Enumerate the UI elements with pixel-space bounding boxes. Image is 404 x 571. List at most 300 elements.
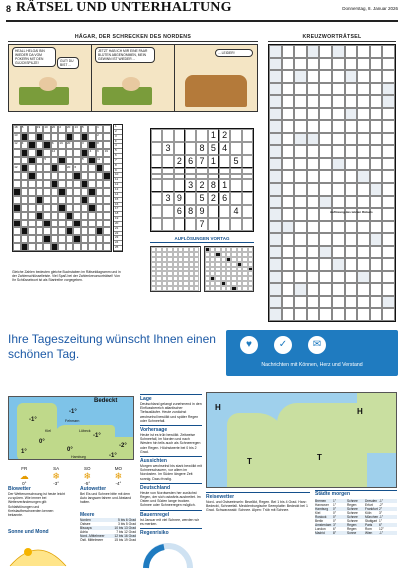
number-grid-cell [73, 235, 81, 243]
number-grid-cell [88, 220, 96, 228]
number-grid-cell [43, 204, 51, 212]
heart-icon: ♥ [240, 336, 258, 354]
crossword-cell [294, 145, 307, 158]
sudoku-cell [230, 142, 241, 155]
number-key-cell: 1 [114, 125, 122, 130]
number-grid-cell [28, 180, 36, 188]
number-grid-cell [88, 227, 96, 235]
number-grid-cell [51, 188, 59, 196]
number-grid-cell [73, 204, 81, 212]
sea-name: Norden [80, 518, 91, 522]
sudoku-cell [242, 142, 253, 155]
crossword-cell [269, 108, 282, 121]
snow-icon: ❄ [83, 471, 92, 481]
crossword-cell [332, 183, 345, 196]
crossword-cell [294, 120, 307, 133]
crossword-cell [357, 120, 370, 133]
forecast-day [115, 466, 123, 486]
sea-name: Adria [80, 530, 88, 534]
sudoku-cell: 1 [208, 155, 219, 168]
number-grid-cell [28, 157, 36, 165]
crossword-cell [357, 58, 370, 71]
crossword-cell [269, 221, 282, 234]
number-grid-cell [73, 243, 81, 251]
crossword-cell [269, 45, 282, 58]
sudoku-cell [242, 218, 253, 231]
banner-headline: Ihre Tageszeitung wünscht Ihnen einen schönen Tag. [8, 332, 216, 361]
number-grid-cell [13, 243, 21, 251]
number-puzzle-instructions: Gleiche Zahlen bedeuten gleiche Buchstaben im Rätseldiagramm und in der Zahlenschlüsselleiste. Viel Spaß bei der Zahlenkreuzworträtsel! Von Ihr Schlüsselwort ist als Startreihe vorgegeben. [12, 270, 121, 283]
crossword-cell [332, 246, 345, 259]
forecast-temp: 0° [22, 481, 27, 486]
number-grid-cell: 20 [51, 125, 59, 133]
number-grid-cell [21, 196, 29, 204]
crossword-cell [319, 283, 332, 296]
crossword-grid [268, 44, 396, 322]
page-number: 8 [6, 4, 12, 14]
number-grid-cell [28, 172, 36, 180]
crossword-cell [307, 158, 320, 171]
map-temp: 0° [67, 447, 73, 453]
sudoku-cell [162, 205, 173, 218]
number-grid-cell [88, 212, 96, 220]
number-key-cell: 10 [114, 173, 122, 178]
city-name: Bremen [315, 499, 333, 503]
city-temp: 6° [333, 527, 337, 531]
crossword-cell [345, 120, 358, 133]
crossword-cell [269, 70, 282, 83]
crossword-cell [282, 170, 295, 183]
solution-cell [248, 286, 253, 291]
sudoku-cell: 7 [196, 218, 207, 231]
forecast-day-label: SO [84, 466, 91, 471]
number-grid-cell [36, 180, 44, 188]
thumb-icon: ✓ [274, 336, 292, 354]
number-grid-cell [66, 204, 74, 212]
number-grid-cell [96, 204, 104, 212]
crossword-cell [282, 271, 295, 284]
sudoku-cell: 5 [208, 142, 219, 155]
crossword-cell [294, 95, 307, 108]
number-grid-cell: 5 [81, 157, 89, 165]
crossword-cell [269, 83, 282, 96]
crossword-cell [382, 308, 395, 321]
number-grid-cell [36, 149, 44, 157]
sudoku-cell [185, 218, 196, 231]
number-grid-cell [88, 196, 96, 204]
number-key-cell: 8 [114, 164, 122, 169]
number-grid-cell [13, 204, 21, 212]
crossword-cell [269, 170, 282, 183]
sea-temp: 5 bis 6 Grad [118, 518, 136, 522]
forecast-temp: -5° [84, 481, 91, 486]
number-grid-cell [51, 157, 59, 165]
solution-grid-sudoku [150, 246, 201, 292]
number-grid-cell [13, 220, 21, 228]
number-grid-cell [21, 220, 29, 228]
number-grid-cell [21, 172, 29, 180]
number-grid-cell [43, 164, 51, 172]
sudoku-cell: 7 [196, 155, 207, 168]
sudoku-cell: 4 [230, 205, 241, 218]
number-grid-cell [66, 180, 74, 188]
crossword-cell [307, 58, 320, 71]
number-grid-cell: 19 [36, 125, 44, 133]
crossword-cell [269, 258, 282, 271]
sea-temp: 7 bis 12 Grad [116, 530, 136, 534]
comic-title-rule [8, 41, 258, 42]
map-temp: -2° [119, 443, 127, 449]
number-key-cell: 2 [114, 130, 122, 135]
number-key-cell: 7 [114, 159, 122, 164]
number-grid-cell [51, 133, 59, 141]
number-grid-cell [36, 204, 44, 212]
number-grid-cell [81, 212, 89, 220]
crossword-cell [332, 170, 345, 183]
solution-grid-crossword [204, 246, 255, 292]
crossword-cell [382, 296, 395, 309]
number-grid-cell [88, 235, 96, 243]
number-grid-cell: 20 [66, 125, 74, 133]
crossword-cell [382, 83, 395, 96]
city-temp: 3° [333, 523, 347, 527]
number-key-cell: 19 [114, 217, 122, 222]
number-grid-cell [28, 164, 36, 172]
number-grid-cell [103, 212, 111, 220]
city-temp: 2° [379, 507, 397, 511]
sun-moon-chart [8, 540, 68, 568]
sudoku-cell [162, 129, 173, 142]
crossword-cell [370, 308, 383, 321]
crossword-cell [282, 183, 295, 196]
number-grid-cell [96, 164, 104, 172]
number-grid-cell [66, 157, 74, 165]
crossword-cell [345, 145, 358, 158]
number-grid-cell [81, 235, 89, 243]
crossword-cell [294, 271, 307, 284]
crossword-cell [345, 158, 358, 171]
crossword-cell [332, 271, 345, 284]
sudoku-cell: 3 [162, 142, 173, 155]
number-grid-cell [28, 204, 36, 212]
crossword-cell [294, 221, 307, 234]
crossword-cell [357, 246, 370, 259]
sudoku-cell [230, 179, 241, 192]
crossword-cell [382, 196, 395, 209]
number-grid-cell [43, 235, 51, 243]
number-grid-cell [13, 157, 21, 165]
crossword-cell [357, 221, 370, 234]
number-grid-cell [43, 220, 51, 228]
city-name: Rostock [315, 515, 333, 519]
crossword-cell [370, 258, 383, 271]
number-grid-cell: 3 [81, 141, 89, 149]
sun-moon-heading: Sonne und Mond [8, 529, 49, 535]
number-grid-cell [81, 204, 89, 212]
number-grid-cell [103, 133, 111, 141]
number-grid-cell: 4 [21, 141, 29, 149]
sudoku-cell [174, 129, 185, 142]
speech-bubble: ... LEIDER! [215, 49, 253, 57]
number-grid-cell [58, 180, 66, 188]
sudoku-cell: 8 [185, 205, 196, 218]
number-grid-cell: 6 [51, 141, 59, 149]
city-temp: 3° [379, 511, 383, 515]
crossword-cell [370, 283, 383, 296]
solution-cell [194, 286, 199, 291]
meere-heading: Meere [80, 512, 95, 518]
number-grid-cell [73, 141, 81, 149]
crossword-cell [357, 45, 370, 58]
sudoku-cell [174, 179, 185, 192]
crossword-cell [294, 158, 307, 171]
crossword-cell [382, 283, 395, 296]
crossword-cell [307, 133, 320, 146]
crossword-cell [370, 196, 383, 209]
sea-temp: 15 bis 19 Grad [114, 538, 136, 542]
number-grid-cell [51, 235, 59, 243]
crossword-cell [382, 45, 395, 58]
number-grid-cell [58, 212, 66, 220]
city-name: London [315, 527, 326, 531]
number-grid-cell [28, 188, 36, 196]
sudoku-cell [185, 129, 196, 142]
crossword-cell [269, 283, 282, 296]
map-temp: 0° [39, 439, 45, 445]
number-grid-cell [28, 196, 36, 204]
crossword-cell [382, 58, 395, 71]
crossword-cell [307, 296, 320, 309]
regen-heading: Regenrisiko [140, 528, 202, 536]
number-grid-cell [96, 220, 104, 228]
chat-icon: ✉ [308, 336, 326, 354]
crossword-cell [357, 108, 370, 121]
biowetter-heading: Biowetter [8, 486, 31, 492]
crossword-cell [319, 308, 332, 321]
number-grid-cell [88, 164, 96, 172]
city-temp: 6° [379, 523, 397, 527]
number-grid-cell [88, 188, 96, 196]
number-grid-cell [21, 235, 29, 243]
sudoku-cell [219, 155, 230, 168]
crossword-cell [307, 283, 320, 296]
number-grid-cell: 10 [43, 125, 51, 133]
number-grid-cell [28, 133, 36, 141]
number-key-cell: F [114, 140, 122, 145]
number-grid-cell: 2 [96, 133, 104, 141]
city-name: Wien [365, 531, 379, 535]
city-name: Rom [365, 527, 372, 531]
number-grid-cell [21, 243, 29, 251]
crossword-cell [319, 246, 332, 259]
number-grid-cell [66, 243, 74, 251]
snow-icon: ❄ [52, 471, 60, 481]
number-grid-cell [43, 212, 51, 220]
crossword-cell [382, 95, 395, 108]
sudoku-cell [162, 179, 173, 192]
bauernregel-text: Ist Januar mit viel Schnee, werden wir es merken. [140, 517, 199, 526]
crossword-cell [282, 58, 295, 71]
number-crossword-grid [12, 124, 112, 252]
crossword-cell [345, 283, 358, 296]
weather-condition: Bedeckt [94, 398, 118, 404]
number-grid-cell [21, 204, 29, 212]
cities-heading: Städte morgen [315, 490, 397, 497]
number-grid-cell [51, 212, 59, 220]
number-grid-cell [103, 243, 111, 251]
crossword-cell [307, 45, 320, 58]
sea-temp: 3 bis 5 Grad [118, 522, 136, 526]
number-key-column [113, 124, 123, 252]
sea-name: Ostsee [80, 522, 91, 526]
sun-icon [24, 548, 32, 556]
crossword-cell [282, 221, 295, 234]
crossword-cell [307, 145, 320, 158]
crossword-cell [319, 258, 332, 271]
crossword-cell [319, 296, 332, 309]
crossword-cell [345, 70, 358, 83]
number-grid-cell [13, 227, 21, 235]
number-grid-cell [103, 141, 111, 149]
crossword-cell [357, 271, 370, 284]
city-condition: Schnee [347, 511, 358, 515]
number-grid-cell [66, 149, 74, 157]
number-grid-cell [81, 196, 89, 204]
number-grid-cell [36, 212, 44, 220]
number-grid-cell [43, 172, 51, 180]
crossword-cell [332, 221, 345, 234]
crossword-cell [382, 145, 395, 158]
crossword-cell [282, 70, 295, 83]
map-temp: -1° [109, 453, 117, 459]
pressure-low-icon: T [247, 457, 252, 466]
number-grid-cell [36, 188, 44, 196]
crossword-cell [294, 233, 307, 246]
number-grid-cell [103, 180, 111, 188]
number-grid-cell [96, 235, 104, 243]
number-grid-cell: 11 [96, 157, 104, 165]
comic-panel-2 [92, 45, 175, 111]
number-grid-cell [88, 204, 96, 212]
crossword-cell [319, 196, 332, 209]
crossword-cell [357, 83, 370, 96]
sudoku-cell [185, 192, 196, 205]
sea-name: Biscaya [80, 526, 92, 530]
vorhersage-text: Heute ist es trüb bewölkt. Zeitweise Schneefall, im Norden und nach Westen hin teils auch als Schneeregen oder Regen. Höchstwerte bei 0 bis 2 Grad. [140, 433, 201, 454]
number-grid-cell [58, 204, 66, 212]
crossword-cell [294, 196, 307, 209]
crossword-cell [370, 58, 383, 71]
number-grid-cell [66, 212, 74, 220]
sun-arc [10, 550, 66, 566]
crossword-cell [307, 70, 320, 83]
number-key-cell: 16 [114, 203, 122, 208]
city-temp: -2° [379, 503, 384, 507]
crossword-cell [357, 158, 370, 171]
number-grid-cell [51, 220, 59, 228]
number-grid-cell [21, 157, 29, 165]
number-grid-cell [81, 133, 89, 141]
crossword-cell [382, 258, 395, 271]
crossword-cell [307, 271, 320, 284]
land-area [277, 403, 367, 488]
sea-name: Östl. Mittelmeer [80, 538, 104, 542]
sudoku-cell [242, 192, 253, 205]
number-grid-cell [103, 157, 111, 165]
number-key-cell: 3 [114, 135, 122, 140]
crossword-cell [269, 296, 282, 309]
masthead-rule [6, 20, 398, 22]
crossword-cell [269, 308, 282, 321]
sudoku-cell [185, 142, 196, 155]
rain-risk-gauge [140, 540, 196, 570]
number-key-cell: 11 [114, 178, 122, 183]
number-grid-cell [43, 188, 51, 196]
crossword-cell [282, 283, 295, 296]
crossword-cell [345, 271, 358, 284]
sea-name: Nord.-Mittelmeer [80, 534, 105, 538]
reisewetter-heading: Reisewetter [206, 492, 310, 500]
city-temp: -1° [379, 515, 397, 519]
map-temp: -1° [69, 409, 77, 415]
crossword-cell [282, 133, 295, 146]
number-grid-cell [13, 235, 21, 243]
city-temp: 0° [333, 519, 337, 523]
crossword-cell [357, 196, 370, 209]
crossword-cell [307, 83, 320, 96]
regional-weather-map [8, 396, 134, 460]
crossword-cell [269, 233, 282, 246]
city-condition: Schnee [347, 515, 365, 519]
number-grid-cell [81, 172, 89, 180]
biowetter-text: Der Wetterumschwung ist heute leicht zu spüren. Wie immer bei Wetterveränderungen gilt: Schlafstörungen und Kreislaufbeschwerden kennen bekannte. [8, 492, 66, 518]
crossword-cell [382, 246, 395, 259]
number-grid-cell [58, 235, 66, 243]
number-grid-cell [96, 212, 104, 220]
crossword-cell [357, 233, 370, 246]
crossword-cell [294, 170, 307, 183]
crossword-cell [382, 183, 395, 196]
sudoku-cell [162, 155, 173, 168]
crossword-cell [319, 145, 332, 158]
crossword-cell [370, 120, 383, 133]
number-grid-cell [81, 149, 89, 157]
number-grid-cell [81, 227, 89, 235]
comic-panel-1 [9, 45, 92, 111]
city-name: Dresden [365, 499, 378, 503]
crossword-cell [370, 45, 383, 58]
character-illustration [39, 77, 57, 91]
pressure-low-icon: T [317, 453, 322, 462]
number-grid-cell [58, 172, 66, 180]
reisewetter-box [206, 490, 310, 513]
number-grid-cell [21, 212, 29, 220]
city-name: Erfurt [365, 503, 373, 507]
number-grid-cell [66, 196, 74, 204]
crossword-cell [294, 70, 307, 83]
number-grid-cell [58, 157, 66, 165]
number-grid-cell [36, 196, 44, 204]
city-temperatures-table [315, 499, 397, 535]
crossword-cell [294, 58, 307, 71]
number-grid-cell [96, 196, 104, 204]
crossword-cell [294, 258, 307, 271]
solutions-rule [150, 242, 254, 243]
number-key-cell: 21 [114, 227, 122, 232]
number-grid-cell: 19 [103, 149, 111, 157]
autowetter-heading: Autowetter [80, 486, 107, 492]
crossword-cell [269, 246, 282, 259]
